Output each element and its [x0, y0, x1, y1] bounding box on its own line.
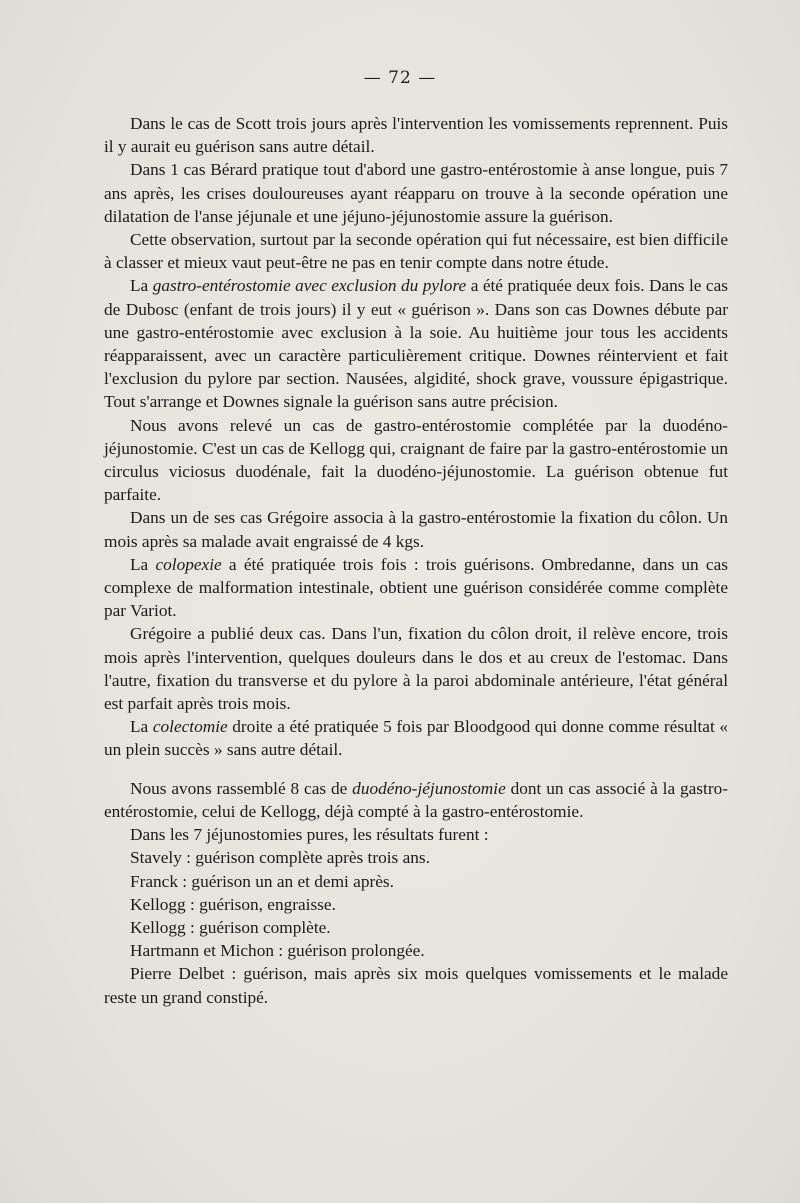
- italic-term: colopexie: [155, 554, 222, 574]
- result-item: Hartmann et Michon : guérison prolongée.: [130, 941, 425, 961]
- paragraph-lead: La: [130, 554, 156, 574]
- body-text: [104, 112, 728, 1009]
- paragraph-berard: Dans 1 cas Bérard pratique tout d'abord une gastro-entérostomie à anse longue, puis 7 ans après, les crises douloureuses ayant réapparu on trouve à la seconde opération une dilatation de l'anse jéjunale et une jéjuno-jéjunostomie assure la guérison.: [104, 160, 728, 226]
- paragraph-results-intro: Dans les 7 jéjunostomies pures, les résultats furent :: [130, 825, 489, 845]
- paragraph-duodeno-jejunostomie: [104, 777, 728, 823]
- paragraph-rest: a été pratiquée deux fois. Dans le cas de Dubosc (enfant de trois jours) il y eut « guérison ». Dans son cas Downes débute par une gastro-entérostomie avec exclusion à la soie. Au huitième jour tous les accidents réapparaissent, avec un caractère particulièrement critique. Downes réintervient et fait l'exclusion du pylore par section. Nausées, algidité, shock grave, voussure épigastrique. Tout s'arrange et Downes signale la guérison sans autre précision.: [104, 276, 728, 412]
- result-item: Kellogg : guérison complète.: [130, 917, 331, 937]
- paragraph-gregoire-colon: Dans un de ses cas Grégoire associa à la gastro-entérostomie la fixation du côlon. Un mois après sa malade avait engraissé de 4 kgs.: [104, 508, 728, 551]
- result-item: Franck : guérison un an et demi après.: [130, 871, 394, 891]
- italic-term: colectomie: [152, 717, 228, 737]
- paragraph-kellogg: Nous avons relevé un cas de gastro-entérostomie complétée par la duodéno-jéjunostomie. C'est un cas de Kellogg qui, craignant de faire par la gastro-entérostomie un circulus viciosus duodénale, fait la duodéno-jéjunostomie. La guérison obtenue fut parfaite.: [104, 415, 728, 505]
- result-item: Stavely : guérison complète après trois ans.: [130, 848, 430, 868]
- paragraph-lead: La: [130, 717, 153, 737]
- paragraph-rest: a été pratiquée trois fois : trois guérisons. Ombredanne, dans un cas complexe de malformation intestinale, obtient une guérison considérée comme complète par Variot.: [104, 554, 728, 621]
- result-item: Pierre Delbet : guérison, mais après six mois quelques vomissements et le malade reste un grand constipé.: [104, 964, 728, 1007]
- paragraph-lead: La: [130, 276, 153, 296]
- paragraph-observation: Cette observation, surtout par la seconde opération qui fut nécessaire, est bien difficile à classer et mieux vaut peut-être ne pas en tenir compte dans notre étude.: [104, 230, 728, 273]
- paragraph-gregoire-cases: Grégoire a publié deux cas. Dans l'un, fixation du côlon droit, il relève encore, trois mois après l'intervention, quelques douleurs dans le dos et au creux de l'estomac. Dans l'autre, fixation du transverse et du pylore à la paroi abdominale antérieure, l'état général est parfait après trois mois.: [104, 624, 728, 714]
- italic-term: gastro-entérostomie avec exclusion du pylore: [152, 276, 467, 296]
- paragraph-rest: droite a été pratiquée 5 fois par Bloodgood qui donne comme résultat « un plein succès » sans autre détail.: [104, 717, 729, 760]
- paragraph-rest: dont un cas associé à la gastro-entérostomie, celui de Kellogg, déjà compté à la gastro-entérostomie.: [104, 778, 728, 821]
- result-item: Kellogg : guérison, engraisse.: [130, 894, 336, 914]
- paragraph-colectomie: [104, 715, 728, 761]
- italic-term: duodéno-jéjunostomie: [352, 778, 506, 798]
- paragraph-lead: Nous avons rassemblé 8 cas de: [130, 778, 353, 798]
- paragraph-exclusion-pylore: [104, 274, 728, 413]
- paragraph-scott: Dans le cas de Scott trois jours après l'intervention les vomissements reprennent. Puis il y aurait eu guérison sans autre détail.: [104, 114, 728, 157]
- paragraph-colopexie: [104, 553, 728, 623]
- page-number: — 72 —: [363, 68, 437, 88]
